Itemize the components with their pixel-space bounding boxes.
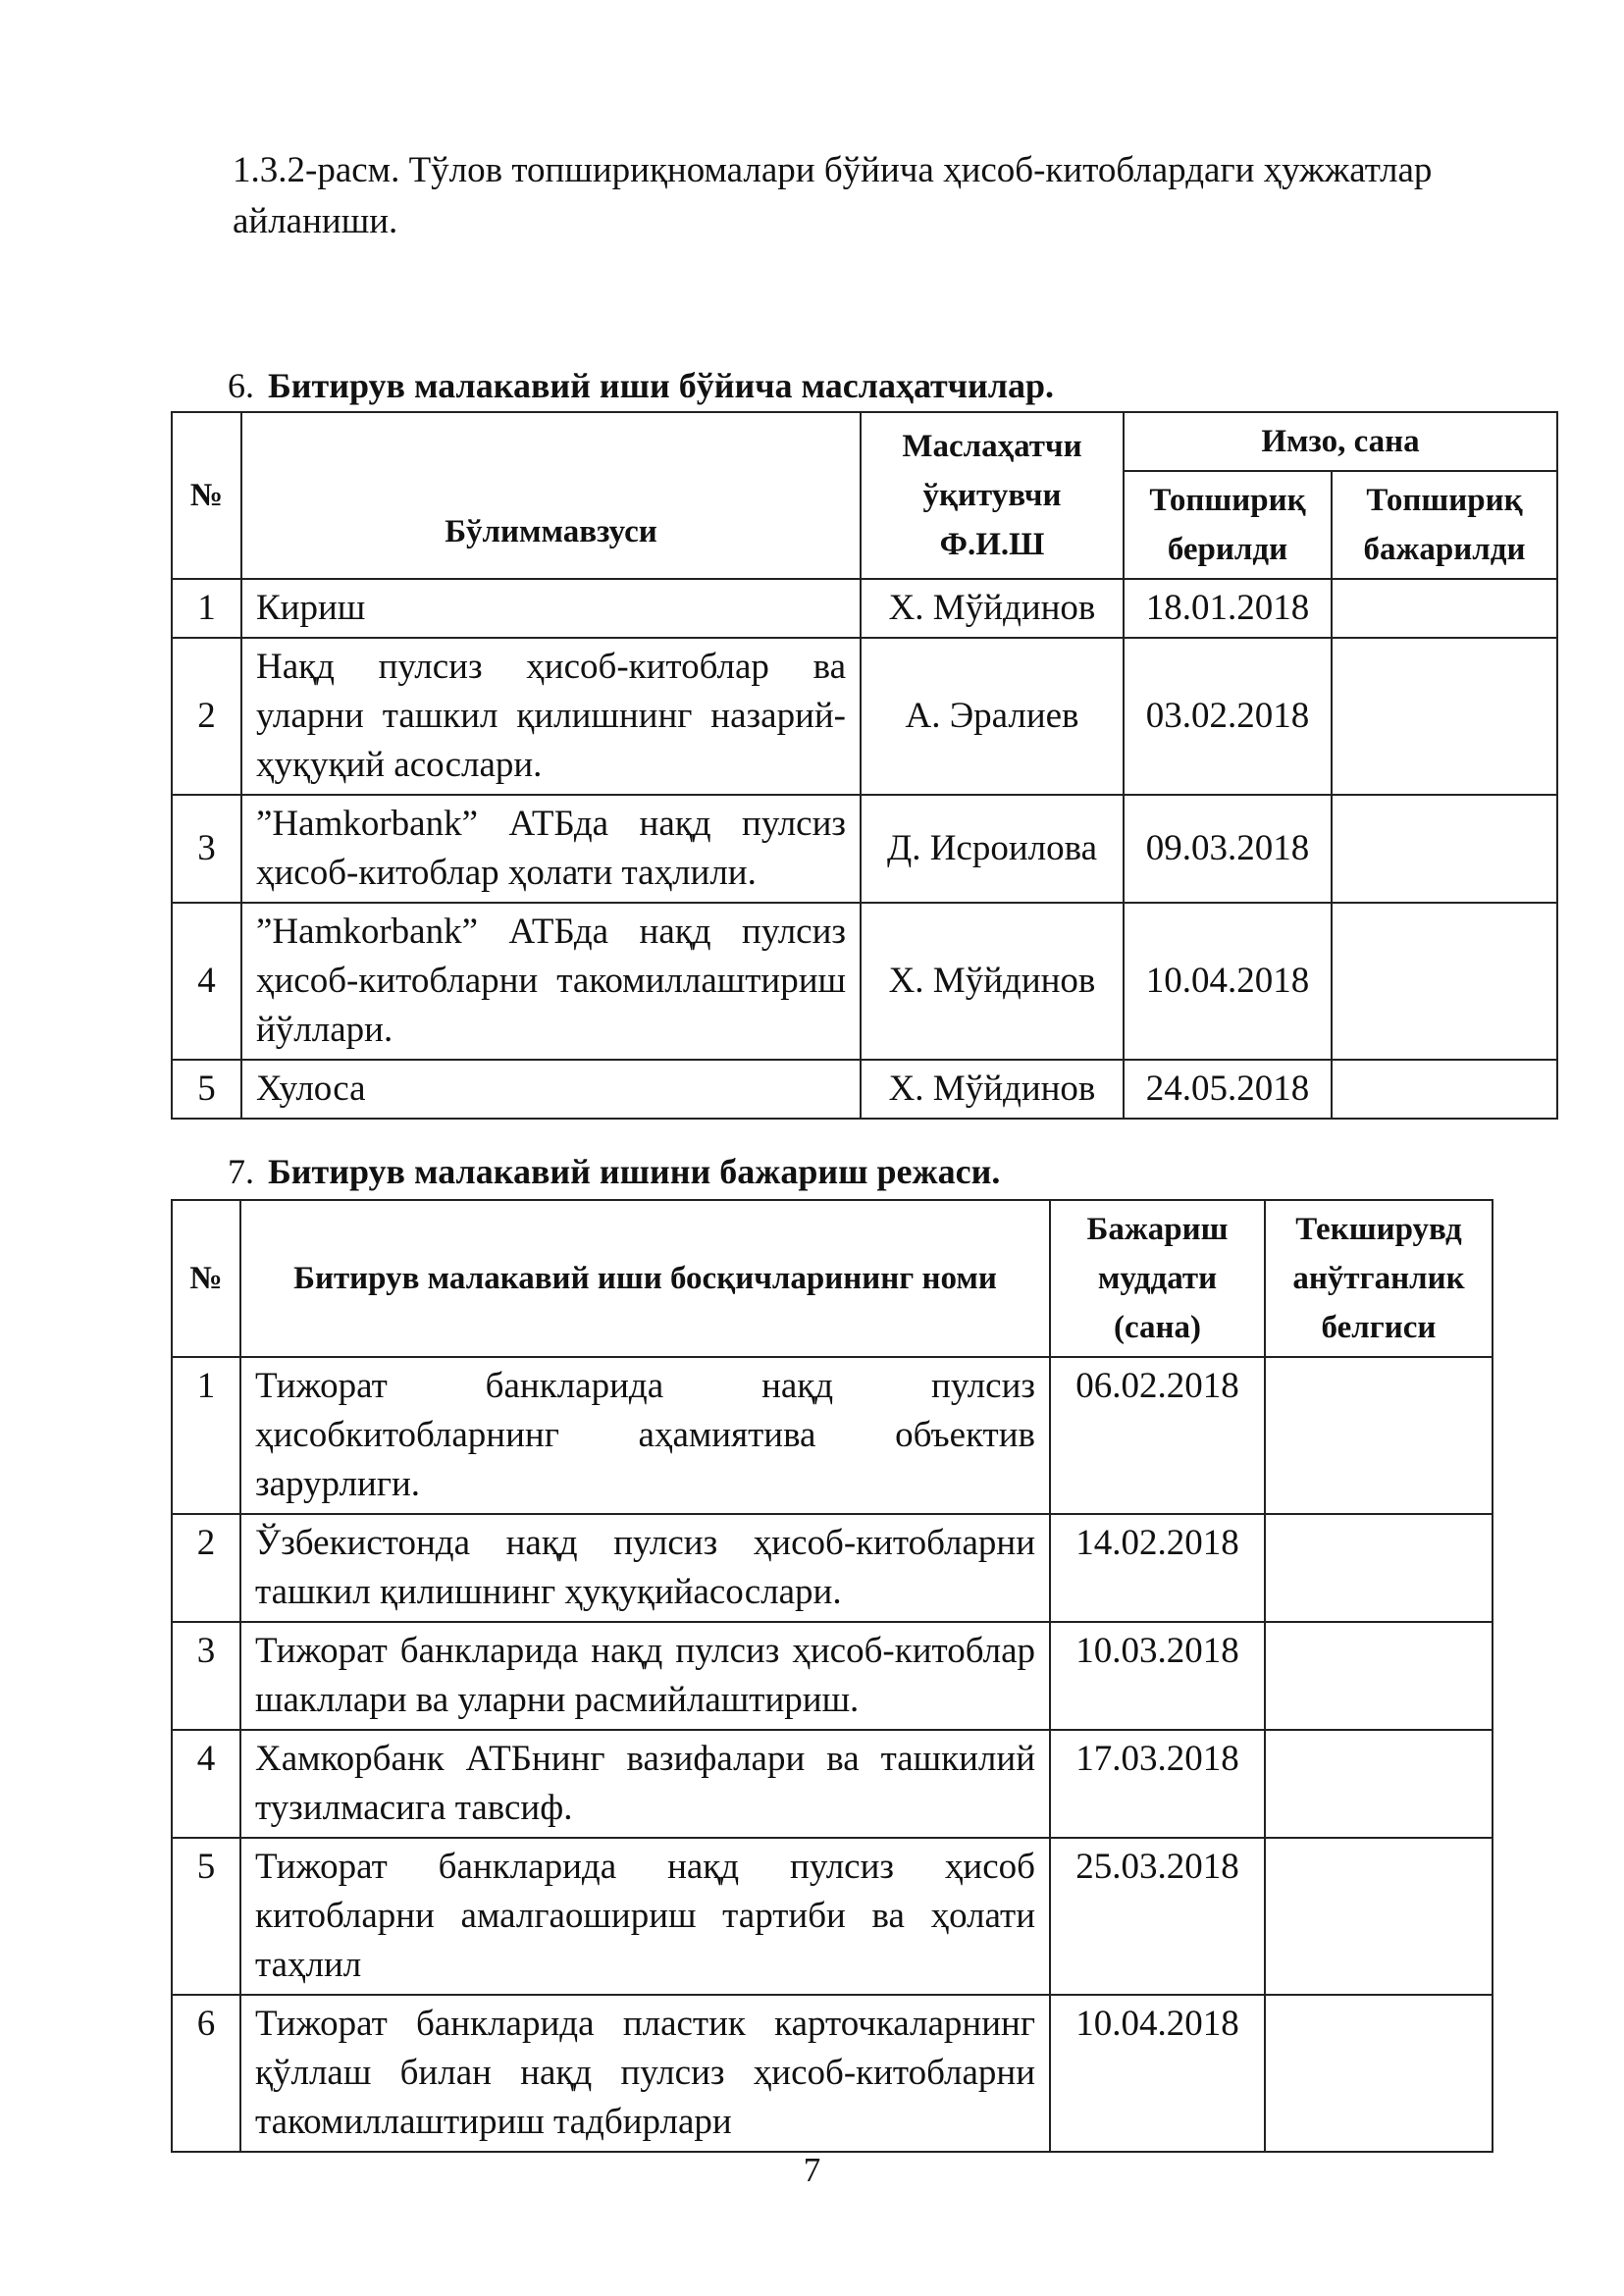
row-check-mark (1265, 1357, 1493, 1514)
row-task-given: 24.05.2018 (1124, 1060, 1332, 1119)
row-number: 2 (172, 1514, 240, 1622)
row-advisor: Д. Исроилова (861, 795, 1124, 903)
row-number: 3 (172, 795, 241, 903)
row-topic: ”Hamkorbank” АТБда нақд пулсиз ҳисоб-китобларни такомиллаштириш йўллари. (241, 903, 861, 1060)
row-advisor: А. Эралиев (861, 638, 1124, 795)
row-deadline: 06.02.2018 (1050, 1357, 1265, 1514)
row-task-given: 10.04.2018 (1124, 903, 1332, 1060)
table-row (172, 1060, 1557, 1119)
table-row (172, 1357, 1493, 1514)
header-number: № (172, 412, 241, 579)
row-topic: Кириш (241, 579, 861, 638)
header-stage: Битирув малакавий иши босқичларининг номи (240, 1200, 1050, 1357)
table-row (172, 1514, 1493, 1622)
header-number: № (172, 1200, 240, 1357)
row-number: 1 (172, 579, 241, 638)
table-row (172, 1995, 1493, 2152)
row-number: 4 (172, 903, 241, 1060)
row-topic: Хулоса (241, 1060, 861, 1119)
row-task-given: 03.02.2018 (1124, 638, 1332, 795)
header-advisor: Маслаҳатчи ўқитувчи Ф.И.Ш (861, 412, 1124, 579)
row-stage: Тижорат банкларида пластик карточкаларнинг қўллаш билан нақд пулсиз ҳисоб-китобларни такомиллаштириш тадбирлари (240, 1995, 1050, 2152)
row-deadline: 10.03.2018 (1050, 1622, 1265, 1730)
header-deadline: Бажариш муддати (сана) (1050, 1200, 1265, 1357)
row-number: 3 (172, 1622, 240, 1730)
row-deadline: 14.02.2018 (1050, 1514, 1265, 1622)
table-row (172, 638, 1557, 795)
row-advisor: Х. Мўйдинов (861, 1060, 1124, 1119)
row-task-done (1332, 638, 1557, 795)
row-stage: Тижорат банкларида нақд пулсиз ҳисоб китобларни амалгаошириш тартиби ва ҳолати таҳлил (240, 1838, 1050, 1995)
table-row (172, 1730, 1493, 1838)
row-stage: Тижорат банкларида нақд пулсиз ҳисобкитобларнинг аҳамиятива объектив зарурлиги. (240, 1357, 1050, 1514)
section-6-heading: Битирув малакавий иши бўйича маслаҳатчилар. (268, 366, 1054, 405)
row-topic: ”Hamkorbank” АТБда нақд пулсиз ҳисоб-китоблар ҳолати таҳлили. (241, 795, 861, 903)
row-check-mark (1265, 1838, 1493, 1995)
section-7-heading: Битирув малакавий ишини бажариш режаси. (268, 1152, 1001, 1191)
row-deadline: 10.04.2018 (1050, 1995, 1265, 2152)
row-task-done (1332, 903, 1557, 1060)
row-task-done (1332, 795, 1557, 903)
row-number: 4 (172, 1730, 240, 1838)
work-plan-table (171, 1199, 1493, 2153)
row-topic: Нақд пулсиз ҳисоб-китоблар ва уларни ташкил қилишнинг назарий-ҳуқуқий асослари. (241, 638, 861, 795)
advisors-table (171, 411, 1558, 1120)
row-task-given: 09.03.2018 (1124, 795, 1332, 903)
row-stage: Ўзбекистонда нақд пулсиз ҳисоб-китобларни ташкил қилишнинг ҳуқуқийасослари. (240, 1514, 1050, 1622)
row-task-given: 18.01.2018 (1124, 579, 1332, 638)
row-stage: Хамкорбанк АТБнинг вазифалари ва ташкилий тузилмасига тавсиф. (240, 1730, 1050, 1838)
row-advisor: Х. Мўйдинов (861, 579, 1124, 638)
row-deadline: 17.03.2018 (1050, 1730, 1265, 1838)
row-check-mark (1265, 1995, 1493, 2152)
row-check-mark (1265, 1730, 1493, 1838)
row-check-mark (1265, 1514, 1493, 1622)
row-number: 5 (172, 1838, 240, 1995)
header-sign-date: Имзо, сана (1124, 412, 1557, 471)
table-row (172, 903, 1557, 1060)
header-topic: Бўлиммавзуси (241, 412, 861, 579)
header-check: Текширувд анўтганлик белгиси (1265, 1200, 1493, 1357)
page-number: 7 (803, 2151, 821, 2189)
header-task-given: Топшириқ берилди (1124, 471, 1332, 579)
figure-caption: 1.3.2-расм. Тўлов топшириқномалари бўйича ҳисоб-китоблардаги ҳужжатлар айланиши. (233, 150, 1433, 241)
section-6-title (228, 365, 1054, 406)
plan-header-row (172, 1200, 1493, 1357)
row-advisor: Х. Мўйдинов (861, 903, 1124, 1060)
row-check-mark (1265, 1622, 1493, 1730)
row-number: 2 (172, 638, 241, 795)
section-7-title (228, 1151, 1000, 1192)
table-row (172, 1838, 1493, 1995)
row-number: 1 (172, 1357, 240, 1514)
row-task-done (1332, 1060, 1557, 1119)
row-stage: Тижорат банкларида нақд пулсиз ҳисоб-китоблар шакллари ва уларни расмийлаштириш. (240, 1622, 1050, 1730)
row-deadline: 25.03.2018 (1050, 1838, 1265, 1995)
table-row (172, 1622, 1493, 1730)
advisors-header-row (172, 412, 1557, 471)
table-row (172, 795, 1557, 903)
section-6-number: 6. (228, 366, 254, 405)
header-task-done: Топшириқ бажарилди (1332, 471, 1557, 579)
section-7-number: 7. (228, 1152, 254, 1191)
row-number: 5 (172, 1060, 241, 1119)
row-task-done (1332, 579, 1557, 638)
table-row (172, 579, 1557, 638)
row-number: 6 (172, 1995, 240, 2152)
